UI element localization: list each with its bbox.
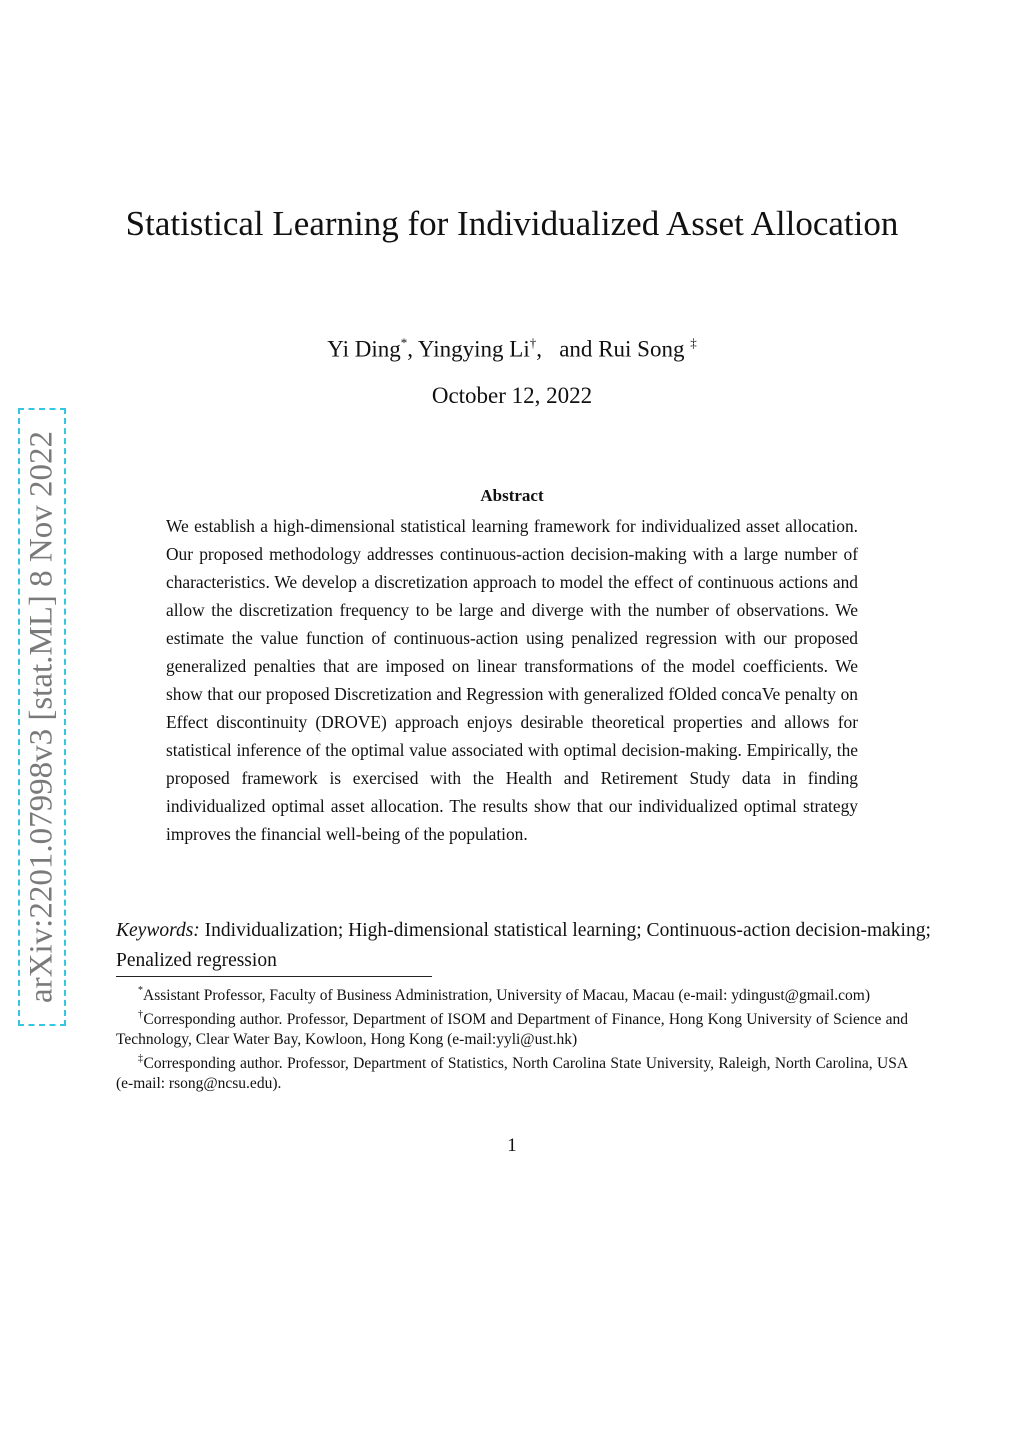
keywords-text: Individualization; High-dimensional statistical learning; Continuous-action decision-making; Penalized regression [116,920,931,971]
author-footnote-mark[interactable]: * [400,335,408,350]
author-footnote-mark[interactable]: † [529,335,537,350]
author-name: Yingying Li [417,336,530,362]
footnotes [116,982,908,1094]
footnote-text: Corresponding author. Professor, Department of ISOM and Department of Finance, Hong Kong University of Science and Technology, Clear Water Bay, Kowloon, Hong Kong (e-mail:yyli@ust.hk) [116,1011,909,1049]
publication-date: October 12, 2022 [431,383,593,408]
author-separator: , and [536,336,593,362]
footnote-mark: ‡ [138,1053,144,1065]
keywords [116,916,942,976]
author-name: Rui Song [598,336,685,362]
author-separator: , [407,336,413,362]
footnote-mark: † [138,1009,144,1021]
keywords-label: Keywords: [116,920,200,941]
abstract-text: We establish a high-dimensional statistical learning framework for individualized asset allocation. Our proposed methodology addresses continuous-action decision-making with a large number of characteristics. We develop a discretization approach to model the effect of continuous actions and allow the discretization frequency to be large and diverge with the number of observations. We estimate the value function of continuous-action using penalized regression with our proposed generalized penalties that are imposed on linear transformations of the model coefficients. We show that our proposed Discretization and Regression with generalized fOlded concaVe penalty on Effect discontinuity (DROVE) approach enjoys desirable theoretical properties and allows for statistical inference of the optimal value associated with optimal decision-making. Empirically, the proposed framework is exercised with the Health and Retirement Study data in finding individualized optimal asset allocation. The results show that our individualized optimal strategy improves the financial well-being of the population. [166,516,858,844]
footnote [116,1050,908,1094]
footnote-text: Assistant Professor, Faculty of Business Administration, University of Macau, Macau (e-mail: ydingust@gmail.com) [143,987,870,1005]
arxiv-stamp [18,408,66,1026]
arxiv-identifier: arXiv:2201.07998v3 [stat.ML] 8 Nov 2022 [23,431,60,1003]
author-footnote-mark[interactable]: ‡ [690,335,697,350]
footnote-text: Corresponding author. Professor, Department of Statistics, North Carolina State University, Raleigh, North Carolina, USA (e-mail: rsong@ncsu.edu). [116,1055,909,1093]
paper-title: Statistical Learning for Individualized Asset Allocation [125,204,899,243]
abstract-heading: Abstract [480,486,544,505]
footnote [116,1006,908,1050]
footnote-divider [116,976,432,977]
page-number: 1 [507,1135,517,1156]
footnote-mark: * [138,985,143,996]
author-name: Yi Ding [327,336,401,362]
footnote [116,982,908,1006]
author-list [120,328,904,366]
